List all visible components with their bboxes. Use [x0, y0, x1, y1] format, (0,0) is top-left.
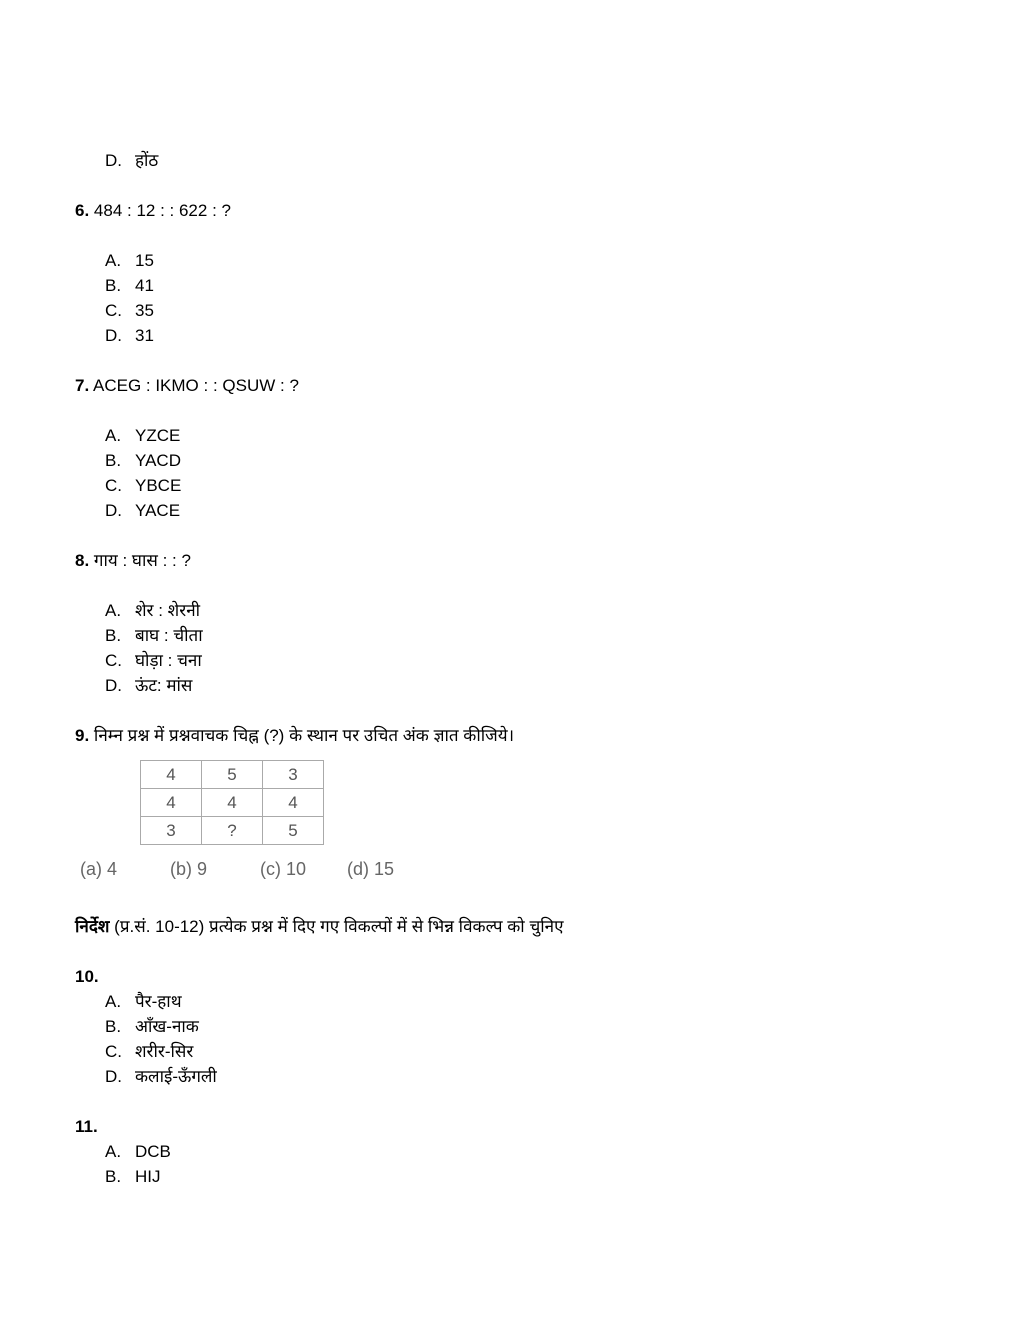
grid-cell: 4	[202, 789, 263, 817]
option-text: आँख-नाक	[135, 1017, 199, 1036]
grid-cell: 4	[263, 789, 324, 817]
direction-body: (प्र.सं. 10-12) प्रत्येक प्रश्न में दिए गए विकल्पों में से भिन्न विकल्प को चुनिए	[109, 917, 564, 936]
option-label: D.	[105, 676, 122, 695]
option-text: 41	[135, 276, 154, 295]
question-number: 9.	[75, 726, 90, 745]
question-number: 10.	[75, 967, 99, 986]
option-label: B.	[105, 626, 122, 645]
option-label: A.	[105, 1142, 122, 1161]
grid-cell: 3	[263, 761, 324, 789]
question-number: 8.	[75, 551, 90, 570]
question-number: 11.	[75, 1117, 98, 1136]
question-number: 6.	[75, 201, 90, 220]
option-label: A.	[105, 601, 122, 620]
question-text: ACEG : IKMO : : QSUW : ?	[92, 376, 299, 395]
option-label: D.	[105, 1067, 122, 1086]
option-text: ऊंट: मांस	[135, 676, 193, 695]
option-text: 15	[135, 251, 154, 270]
option-text: DCB	[135, 1142, 171, 1161]
question-text: गाय : घास : : ?	[93, 551, 191, 570]
option-text: (b) 9	[170, 859, 208, 879]
option-text: YACE	[135, 501, 181, 520]
grid-cell: 4	[141, 789, 202, 817]
option-text: (d) 15	[347, 859, 395, 879]
option-label: D.	[105, 151, 122, 170]
option-label: C.	[105, 1042, 122, 1061]
grid-cell: 3	[141, 817, 202, 845]
option-label: C.	[105, 301, 122, 320]
option-label: B.	[105, 1017, 122, 1036]
option-text: शरीर-सिर	[135, 1042, 194, 1061]
option-label: A.	[105, 251, 122, 270]
option-label: B.	[105, 451, 122, 470]
question-10	[75, 967, 99, 987]
option-text: YBCE	[135, 476, 182, 495]
option-text: YACD	[135, 451, 181, 470]
option-label: D.	[105, 501, 122, 520]
grid-cell: 5	[263, 817, 324, 845]
direction-label: निर्देश	[75, 917, 110, 936]
option-text: (a) 4	[80, 859, 118, 879]
number-grid	[140, 760, 324, 845]
option-label: B.	[105, 1167, 122, 1186]
option-text: होंठ	[135, 151, 159, 170]
grid-cell: 5	[202, 761, 263, 789]
question-text: 484 : 12 : : 622 : ?	[93, 201, 231, 220]
option-label: A.	[105, 426, 122, 445]
grid-cell: 4	[141, 761, 202, 789]
option-label: D.	[105, 326, 122, 345]
question-7	[75, 376, 299, 396]
option-text: (c) 10	[260, 859, 307, 879]
option-text: बाघ : चीता	[135, 626, 203, 645]
question-8	[75, 551, 191, 571]
question-11	[75, 1117, 98, 1137]
option-text: HIJ	[135, 1167, 161, 1186]
question-text: निम्न प्रश्न में प्रश्नवाचक चिह्न (?) के स्थान पर उचित अंक ज्ञात कीजिये।	[93, 726, 515, 745]
question-6	[75, 201, 231, 221]
option-text: 35	[135, 301, 154, 320]
option-text: YZCE	[135, 426, 181, 445]
question-number: 7.	[75, 376, 90, 395]
option-label: C.	[105, 651, 122, 670]
grid-cell: ?	[202, 817, 263, 845]
option-text: कलाई-ऊँगली	[135, 1067, 217, 1086]
option-label: A.	[105, 992, 122, 1011]
option-text: पैर-हाथ	[135, 992, 182, 1011]
question-9	[75, 726, 514, 746]
option-label: C.	[105, 476, 122, 495]
option-text: घोड़ा : चना	[135, 651, 202, 670]
option-text: शेर : शेरनी	[135, 601, 201, 620]
option-text: 31	[135, 326, 154, 345]
option-label: B.	[105, 276, 122, 295]
direction-text	[75, 917, 563, 937]
